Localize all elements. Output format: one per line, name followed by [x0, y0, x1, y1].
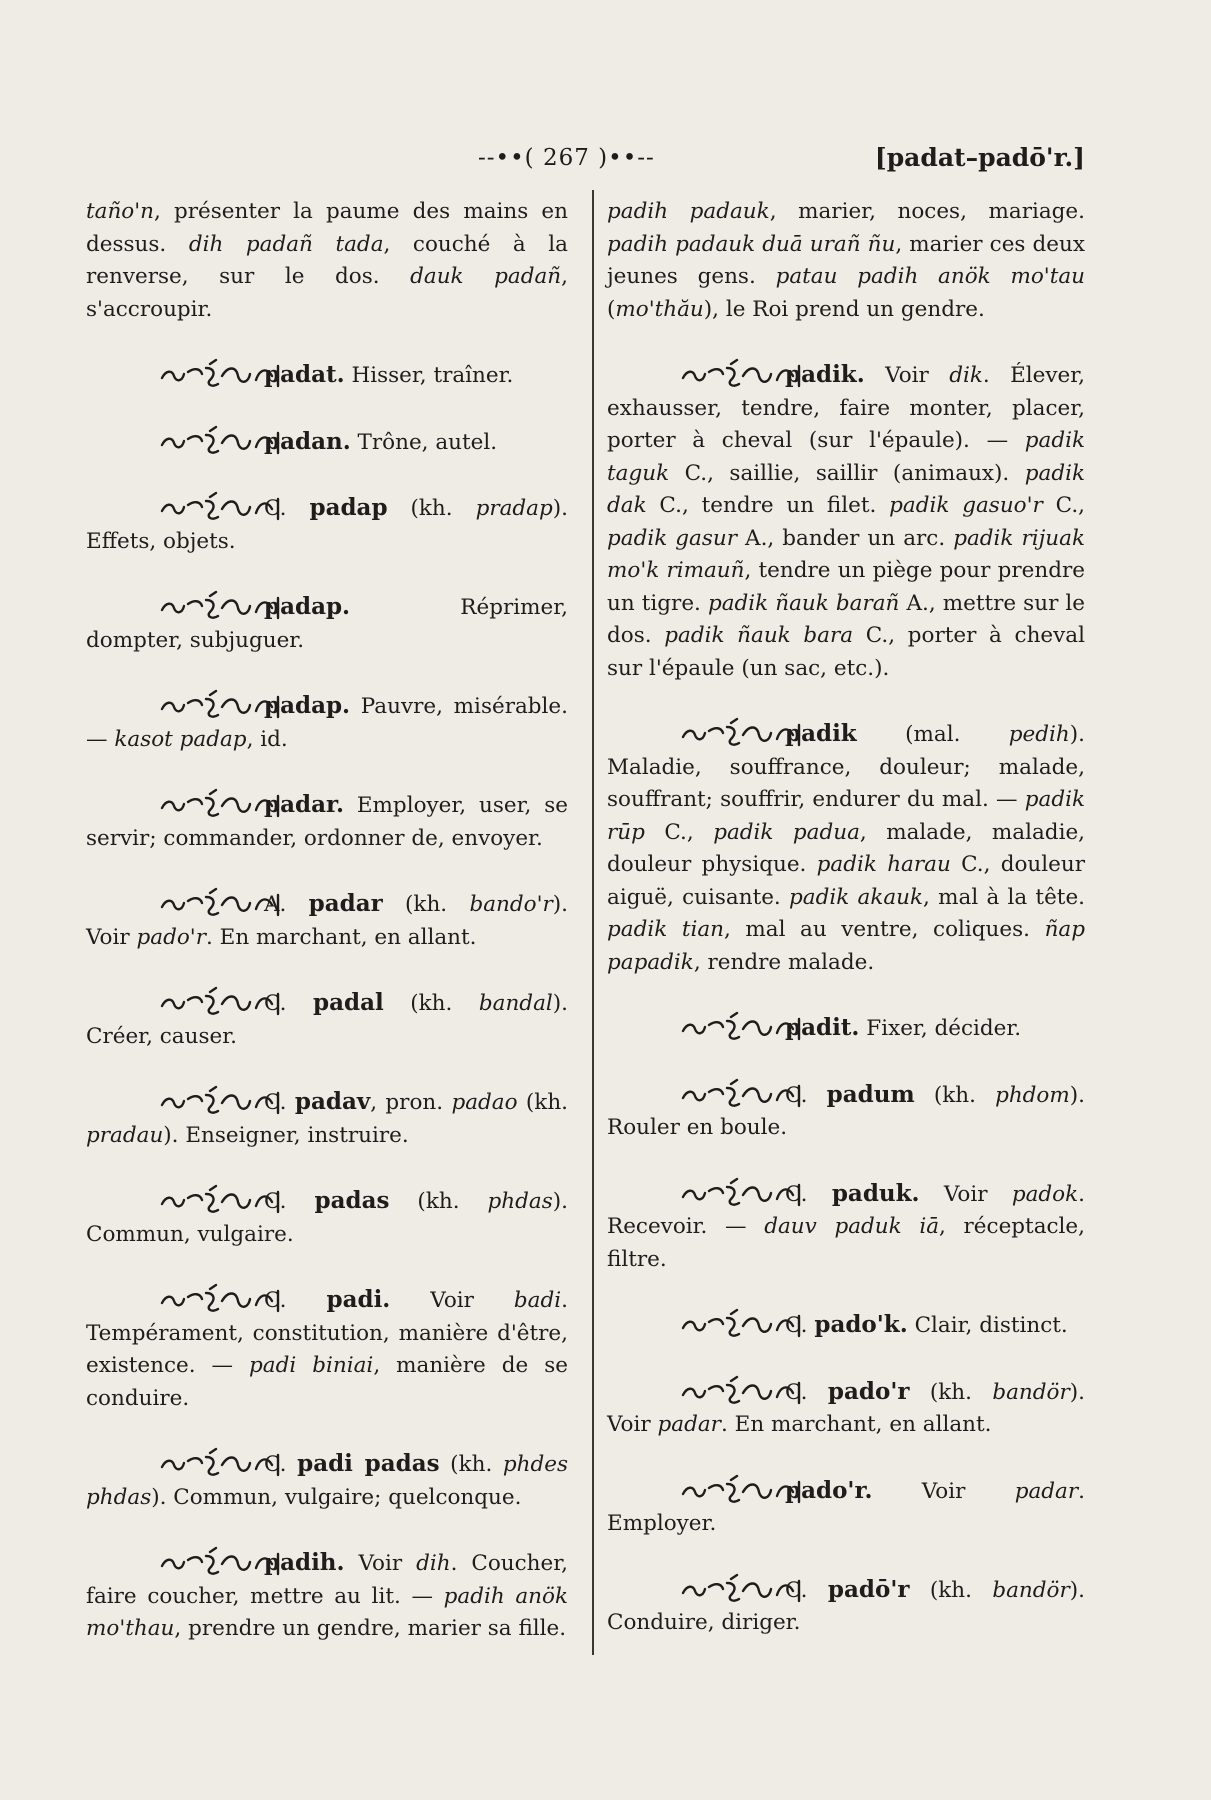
headword: padik	[785, 720, 857, 747]
definition-text: Voir	[919, 1181, 1012, 1207]
entry-continuation	[607, 196, 1085, 326]
dictionary-entry	[607, 717, 1085, 979]
definition-text: . Tempérament, constitution, manière d'être, existence. —	[86, 1288, 568, 1378]
definition-text: , marier ces deux jeunes gens.	[607, 231, 1085, 289]
italic-term: patau padih anök mo'tau	[775, 264, 1086, 289]
definition-text: ). Rouler en boule.	[607, 1082, 1086, 1140]
italic-term: bando'r	[469, 892, 553, 917]
headword: padi.	[326, 1286, 391, 1313]
italic-term: ñap papadik	[607, 917, 1085, 975]
cham-script-word	[122, 1283, 250, 1317]
cham-script-word	[122, 986, 250, 1020]
dictionary-entry	[86, 1085, 568, 1152]
dictionary-entry	[86, 425, 568, 460]
italic-term: padik padua	[713, 819, 860, 845]
headword: padar	[308, 890, 383, 917]
cham-script-word	[122, 358, 250, 392]
definition-text: , mal à la tête.	[923, 884, 1085, 910]
definition-text: C.,	[1042, 493, 1086, 518]
definition-text: C.	[264, 991, 314, 1016]
definition-text: C.	[785, 1181, 832, 1207]
cham-script-word	[643, 717, 771, 751]
headword: padit.	[785, 1014, 860, 1041]
italic-term: padik taguk	[607, 428, 1085, 486]
headword: padar.	[264, 791, 344, 818]
cham-script-word	[122, 1085, 250, 1119]
dictionary-entry	[86, 986, 568, 1053]
headword: padik.	[785, 361, 865, 388]
italic-term: bandör	[992, 1379, 1070, 1405]
headword: padum	[826, 1080, 915, 1108]
definition-text: (kh.	[382, 892, 470, 917]
definition-text: (kh.	[517, 1090, 568, 1115]
definition-text: C.	[785, 1313, 815, 1338]
definition-text: Employer, user, se servir; commander, ordonner de, envoyer.	[86, 793, 568, 851]
definition-text: C., tendre un filet.	[646, 493, 890, 518]
italic-term: padar	[1014, 1478, 1079, 1504]
definition-text: A.	[264, 892, 309, 917]
dictionary-entry	[607, 1011, 1085, 1046]
headword: padat.	[264, 361, 345, 388]
italic-term: padik dak	[607, 460, 1085, 518]
left-column	[86, 196, 568, 1678]
cham-script-word	[122, 491, 250, 525]
italic-term: bandal	[478, 991, 553, 1016]
definition-text: Voir	[872, 1478, 1015, 1504]
italic-term: padok	[1011, 1181, 1079, 1207]
definition-text: Clair, distinct.	[907, 1313, 1068, 1338]
dictionary-entry	[86, 1447, 568, 1514]
definition-text: , id.	[246, 726, 288, 752]
definition-text: . En marchant, en allant.	[720, 1412, 992, 1437]
italic-term: padik harau	[816, 852, 951, 877]
italic-term: pedih	[1008, 722, 1070, 747]
page-header	[0, 145, 1211, 185]
running-head: [padat–padō'r.]	[874, 143, 1085, 172]
cham-script-word	[643, 1011, 771, 1045]
headword: padih.	[264, 1549, 345, 1576]
definition-text: Voir	[864, 363, 950, 388]
definition-text: . Coucher, faire coucher, mettre au lit. —	[86, 1551, 568, 1609]
definition-text: , mal au ventre, coliques.	[724, 917, 1045, 942]
italic-term: padik tian	[607, 917, 724, 942]
definition-text: ). Commun, vulgaire; quelconque.	[151, 1484, 522, 1510]
definition-text: . En marchant, en allant.	[205, 924, 477, 950]
definition-text: ). Voir	[607, 1379, 1085, 1437]
italic-term: taño'n	[86, 199, 155, 224]
definition-text: C.	[785, 1577, 828, 1603]
italic-term: mo'thău	[615, 296, 704, 322]
dictionary-entry	[607, 1375, 1085, 1442]
italic-term: padih anök mo'thau	[86, 1583, 568, 1641]
dictionary-entry	[86, 1546, 568, 1646]
headword: pado'r.	[785, 1476, 873, 1504]
italic-term: padik akauk	[789, 884, 924, 910]
dictionary-entry	[86, 358, 568, 393]
italic-term: padih padauk	[607, 199, 770, 224]
dictionary-entry	[607, 1474, 1085, 1541]
italic-term: dih	[416, 1551, 451, 1576]
cham-script-word	[122, 1447, 250, 1481]
italic-term: phdom	[995, 1082, 1070, 1108]
cham-script-word	[122, 425, 250, 459]
cham-script-word	[643, 1308, 771, 1342]
italic-term: phdas	[487, 1189, 553, 1214]
definition-text: , prendre un gendre, marier sa fille.	[174, 1616, 567, 1641]
headword: paduk.	[831, 1179, 920, 1207]
definition-text: (mal.	[856, 722, 1009, 747]
dictionary-entry	[86, 1184, 568, 1251]
cham-script-word	[122, 788, 250, 822]
definition-text: C., porter à cheval sur l'épaule (un sac, etc.).	[607, 623, 1085, 681]
cham-script-word	[122, 590, 250, 624]
definition-text: A., bander un arc.	[737, 525, 954, 551]
headword: padan.	[264, 427, 351, 455]
italic-term: padi biniai	[249, 1353, 374, 1378]
definition-text: (kh.	[439, 1452, 503, 1477]
definition-text: Voir	[390, 1288, 514, 1313]
definition-text: , présenter la paume des mains en dessus.	[86, 199, 568, 257]
definition-text: , tendre un piège pour prendre un tigre.	[607, 558, 1085, 616]
definition-text: C.	[264, 1090, 295, 1115]
italic-term: dih padañ tada	[188, 231, 384, 257]
italic-term: padik rijuak mo'k rimauñ	[607, 525, 1085, 583]
entry-continuation	[86, 196, 568, 326]
italic-term: padao	[451, 1090, 518, 1115]
dictionary-entry	[86, 590, 568, 657]
dictionary-entry	[86, 887, 568, 954]
dictionary-entry	[86, 689, 568, 756]
dictionary-entry	[607, 1078, 1085, 1145]
definition-text: C.	[264, 1189, 315, 1214]
italic-term: padik gasuo'r	[889, 493, 1043, 518]
headword: padi padas	[297, 1450, 440, 1477]
definition-text: Hisser, traîner.	[344, 363, 514, 388]
definition-text: . Élever, exhausser, tendre, faire monter, placer, porter à cheval (sur l'épaule). —	[607, 363, 1085, 453]
definition-text: . Recevoir. —	[607, 1181, 1085, 1239]
definition-text: A., mettre sur le dos.	[607, 590, 1086, 648]
definition-text: (kh.	[909, 1379, 993, 1405]
definition-text: (kh.	[914, 1082, 996, 1108]
right-column	[607, 196, 1085, 1672]
definition-text: C.,	[644, 819, 714, 845]
definition-text: C.	[785, 1379, 828, 1405]
definition-text: C.	[264, 1288, 327, 1313]
italic-term: padar	[657, 1412, 721, 1437]
definition-text: , marier, noces, mariage.	[769, 199, 1085, 224]
definition-text: , couché à la renverse, sur le dos.	[86, 231, 569, 289]
definition-text: . Employer.	[607, 1478, 1085, 1536]
headword: pado'r	[827, 1377, 910, 1405]
cham-script-word	[122, 1184, 250, 1218]
headword: padas	[314, 1187, 390, 1214]
dictionary-entry	[607, 1308, 1085, 1343]
definition-text: Fixer, décider.	[859, 1016, 1022, 1041]
cham-script-word	[122, 689, 250, 723]
definition-text: (kh.	[909, 1577, 993, 1603]
cham-script-word	[643, 1573, 771, 1607]
definition-text: , rendre malade.	[693, 949, 875, 975]
cham-script-word	[122, 887, 250, 921]
definition-text: ). Conduire, diriger.	[607, 1577, 1085, 1635]
italic-term: padik gasur	[607, 525, 738, 551]
italic-term: dik	[949, 363, 983, 388]
headword: padap.	[264, 593, 351, 620]
cham-script-word	[643, 1375, 771, 1409]
dictionary-entry	[607, 1177, 1085, 1277]
italic-term: padih padauk duā urañ ñu	[607, 231, 896, 257]
definition-text: (kh.	[389, 1189, 488, 1214]
italic-term: padik ñauk barañ	[707, 590, 900, 616]
cham-script-word	[643, 1078, 771, 1112]
italic-term: padik rūp	[607, 787, 1085, 845]
italic-term: pado'r	[136, 924, 206, 950]
headword: padap	[309, 494, 388, 521]
definition-text: Pauvre, misérable. —	[86, 694, 568, 752]
definition-text: , s'accroupir.	[86, 264, 568, 322]
dictionary-entry	[607, 1573, 1085, 1640]
cham-script-word	[643, 1474, 771, 1508]
definition-text: ). Enseigner, instruire.	[163, 1122, 409, 1148]
column-divider	[592, 190, 594, 1655]
definition-text: ). Maladie, souffrance, douleur; malade, souffrant; souffrir, endurer du mal. —	[607, 722, 1085, 812]
definition-text: , malade, maladie, douleur physique.	[607, 819, 1086, 877]
definition-text: (kh.	[383, 991, 479, 1016]
definition-text: ). Voir	[86, 892, 568, 950]
definition-text: C.	[264, 496, 310, 521]
dictionary-entry	[86, 1283, 568, 1415]
definition-text: (	[607, 296, 616, 322]
definition-text: Réprimer, dompter, subjuguer.	[86, 595, 568, 653]
italic-term: badi	[513, 1288, 562, 1313]
cham-script-word	[643, 1177, 771, 1211]
headword: pado'k.	[814, 1311, 908, 1338]
cham-script-word	[122, 1546, 250, 1580]
definition-text: C., saillie, saillir (animaux).	[669, 460, 1025, 486]
italic-term: pradau	[86, 1122, 164, 1148]
italic-term: kasot padap	[114, 726, 247, 752]
italic-term: dauk padañ	[410, 264, 562, 289]
definition-text: (kh.	[387, 496, 476, 521]
definition-text: C., douleur aiguë, cuisante.	[607, 852, 1085, 910]
headword: padav	[294, 1088, 371, 1115]
dictionary-entry	[86, 491, 568, 558]
italic-term: dauv paduk iā	[764, 1214, 940, 1239]
definition-text: ), le Roi prend un gendre.	[703, 296, 985, 322]
definition-text: ). Créer, causer.	[86, 991, 568, 1049]
italic-term: pradap	[475, 496, 553, 521]
headword: padō'r	[827, 1575, 910, 1603]
definition-text: , manière de se conduire.	[86, 1353, 568, 1411]
italic-term: phdes phdas	[86, 1452, 568, 1510]
italic-term: bandör	[992, 1577, 1070, 1603]
definition-text: Voir	[344, 1551, 417, 1576]
dictionary-entry	[86, 788, 568, 855]
definition-text: , pron.	[370, 1090, 452, 1115]
definition-text: Trône, autel.	[350, 429, 498, 455]
definition-text: , réceptacle, filtre.	[607, 1214, 1085, 1272]
page-number: --••( 267 )••--	[478, 145, 655, 171]
definition-text: C.	[264, 1452, 298, 1477]
cham-script-word	[643, 358, 771, 392]
definition-text: ). Effets, objets.	[86, 496, 568, 554]
dictionary-entry	[607, 358, 1085, 685]
definition-text: C.	[785, 1082, 827, 1108]
headword: padal	[313, 989, 384, 1016]
definition-text: ). Commun, vulgaire.	[86, 1189, 568, 1247]
italic-term: padik ñauk bara	[664, 623, 854, 648]
headword: padap.	[264, 692, 351, 719]
